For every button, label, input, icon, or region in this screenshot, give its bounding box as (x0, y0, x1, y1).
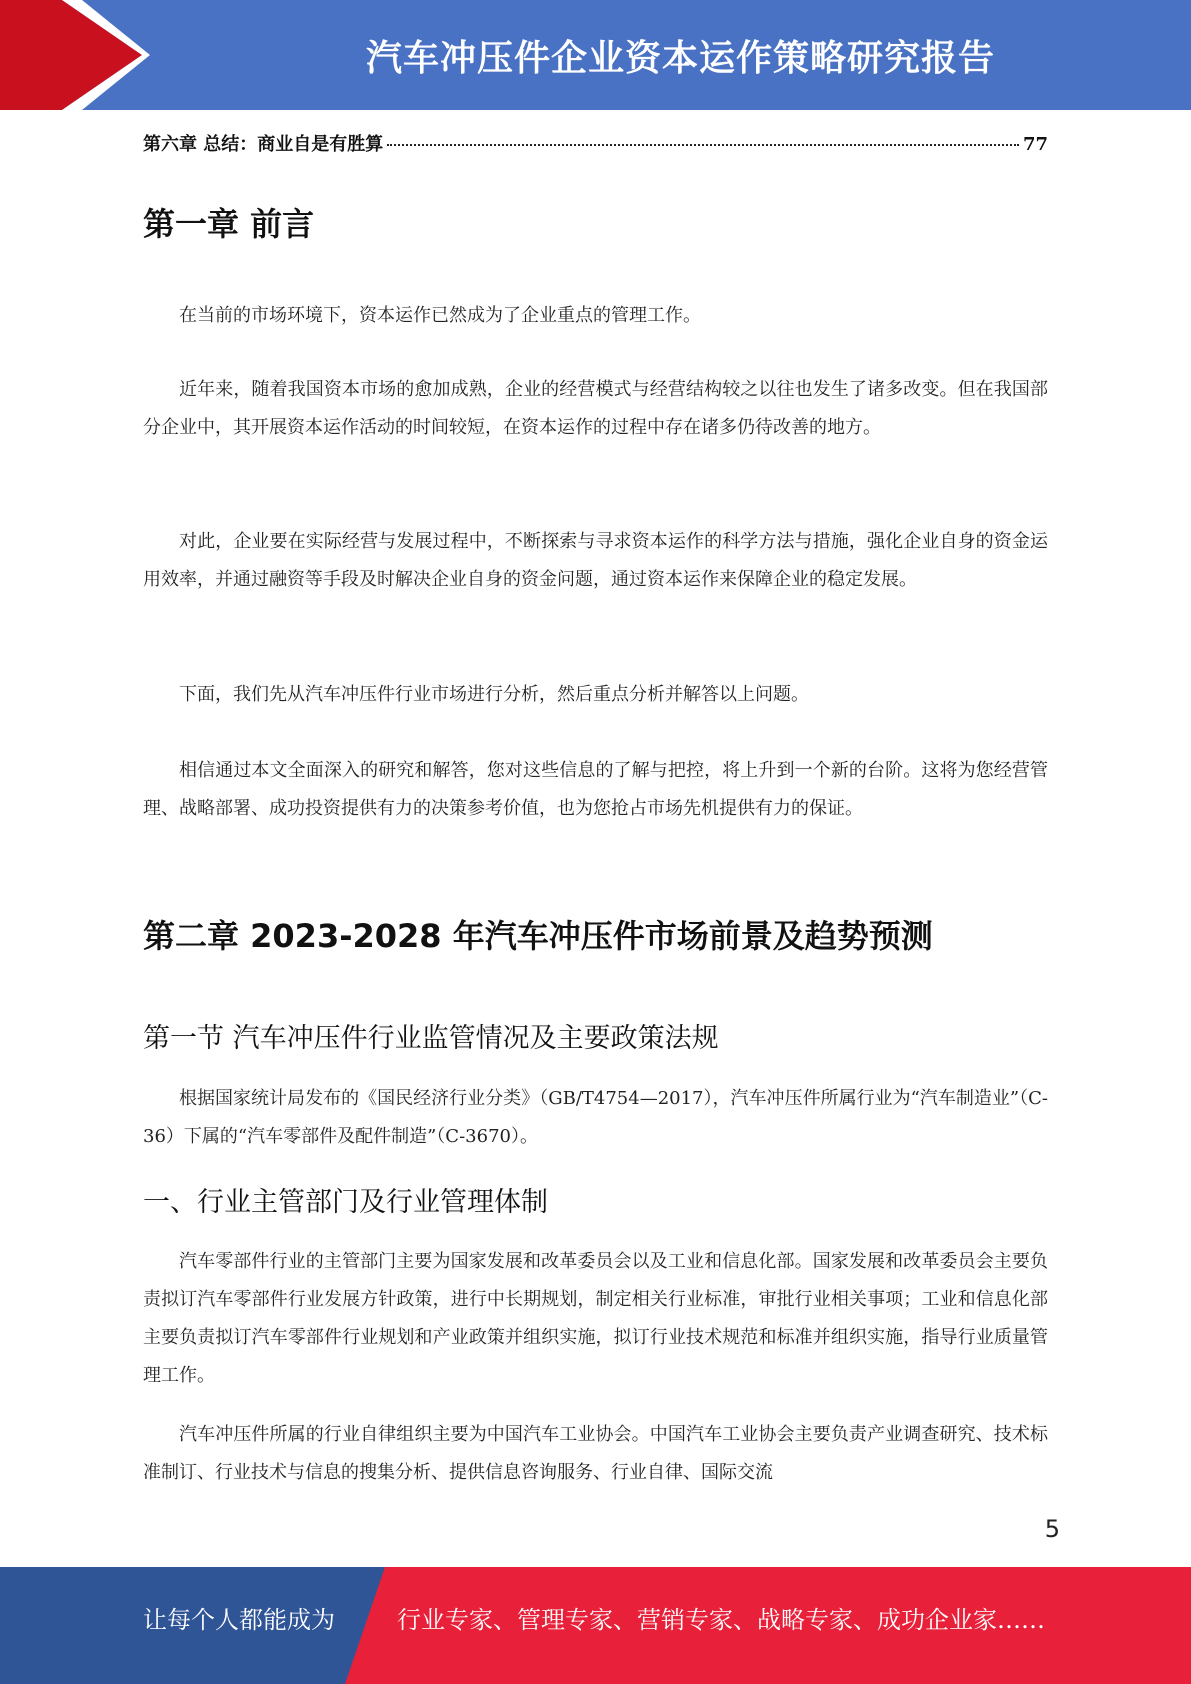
toc-entry[interactable] (143, 130, 1048, 156)
report-title: 汽车冲压件企业资本运作策略研究报告 (365, 37, 995, 79)
footer-slogan-right: 行业专家、管理专家、营销专家、战略专家、成功企业家…… (397, 1606, 1045, 1634)
section-1-heading: 第一节 汽车冲压件行业监管情况及主要政策法规 (143, 1023, 719, 1054)
subsection-1-paragraph: 汽车零部件行业的主管部门主要为国家发展和改革委员会以及工业和信息化部。国家发展和改革委员会主要负责拟订汽车零部件行业发展方针政策，进行中长期规划，制定相关行业标准，审批行业相关事项；工业和信息化部主要负责拟订汽车零部件行业规划和产业政策并组织实施，拟订行业技术规范和标准并组织实施，指导行业质量管理工作。 (143, 1251, 1048, 1386)
chapter-1-paragraph: 在当前的市场环境下，资本运作已然成为了企业重点的管理工作。 (179, 305, 701, 326)
page-number: 5 (1044, 1515, 1060, 1543)
subsection-1-paragraph: 汽车冲压件所属的行业自律组织主要为中国汽车工业协会。中国汽车工业协会主要负责产业调查研究、技术标准制订、行业技术与信息的搜集分析、提供信息咨询服务、行业自律、国际交流 (143, 1424, 1048, 1483)
subsection-1-heading: 一、行业主管部门及行业管理体制 (143, 1187, 548, 1218)
toc-leader-dots (387, 144, 1019, 146)
chapter-1-paragraph: 对此，企业要在实际经营与发展过程中，不断探索与寻求资本运作的科学方法与措施，强化企业自身的资金运用效率，并通过融资等手段及时解决企业自身的资金问题，通过资本运作来保障企业的稳定发展。 (143, 531, 1048, 590)
header-band (0, 0, 1191, 110)
chapter-1-heading: 第一章 前言 (143, 205, 315, 243)
chapter-2-heading: 第二章 2023-2028 年汽车冲压件市场前景及趋势预测 (143, 917, 933, 955)
chapter-1-paragraph: 相信通过本文全面深入的研究和解答，您对这些信息的了解与把控，将上升到一个新的台阶。这将为您经营管理、战略部署、成功投资提供有力的决策参考价值，也为您抢占市场先机提供有力的保证。 (143, 760, 1048, 819)
toc-entry-page: 77 (1022, 134, 1048, 155)
section-1-paragraph: 根据国家统计局发布的《国民经济行业分类》（GB/T4754—2017），汽车冲压件所属行业为“汽车制造业”（C-36）下属的“汽车零部件及配件制造”（C-3670）。 (143, 1088, 1048, 1147)
footer-slogan-left: 让每个人都能成为 (143, 1606, 335, 1634)
chapter-1-paragraph: 近年来，随着我国资本市场的愈加成熟，企业的经营模式与经营结构较之以往也发生了诸多改变。但在我国部分企业中，其开展资本运作活动的时间较短，在资本运作的过程中存在诸多仍待改善的地方。 (143, 379, 1048, 438)
chapter-1-paragraph: 下面，我们先从汽车冲压件行业市场进行分析，然后重点分析并解答以上问题。 (179, 684, 809, 705)
toc-entry-label: 第六章 总结：商业自是有胜算 (143, 134, 384, 155)
